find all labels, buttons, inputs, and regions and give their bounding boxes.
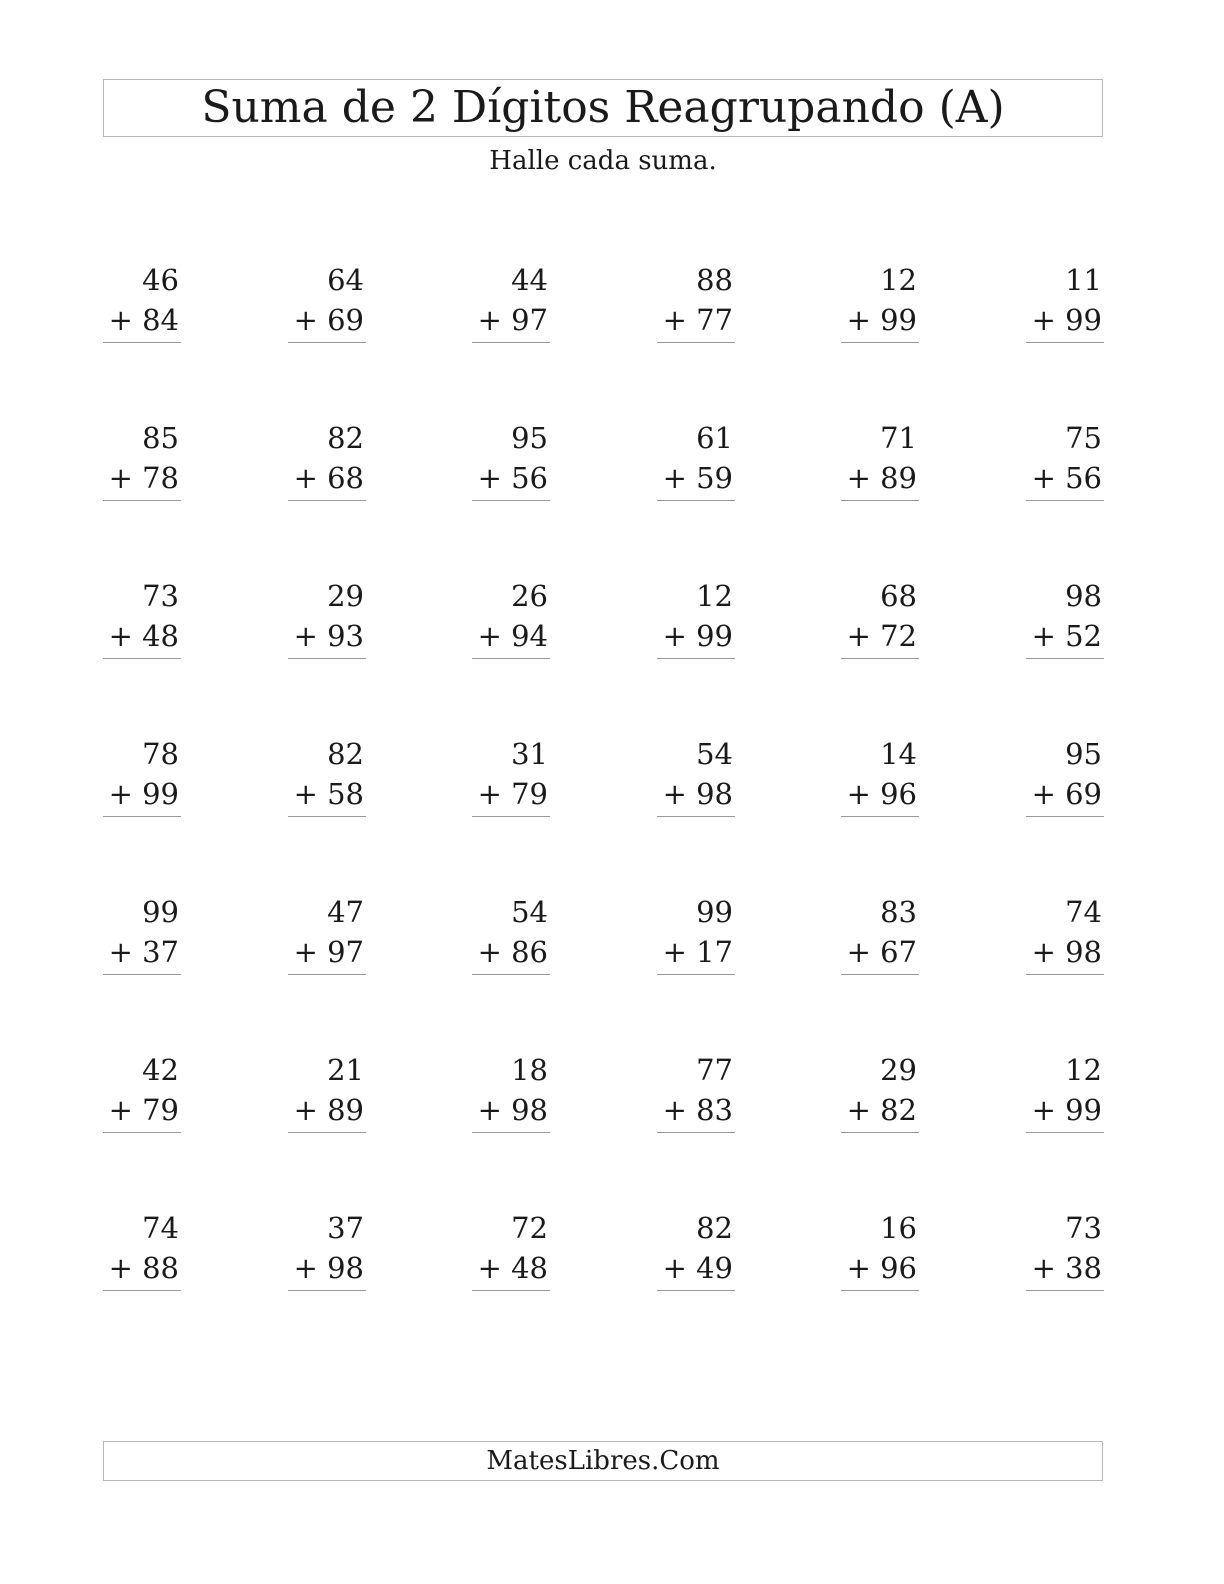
second-addend: + 86: [477, 935, 548, 969]
second-addend: + 82: [846, 1093, 917, 1127]
addition-problem: [103, 263, 181, 343]
answer-line: [288, 816, 366, 817]
second-addend: + 49: [662, 1251, 733, 1285]
first-addend: 72: [511, 1211, 548, 1245]
addition-problem: [472, 1211, 550, 1291]
addition-problem: [1026, 1211, 1104, 1291]
second-addend: + 96: [846, 1251, 917, 1285]
second-addend: + 99: [1031, 1093, 1102, 1127]
first-addend: 82: [696, 1211, 733, 1245]
addition-problem: [472, 579, 550, 659]
addition-problem: [657, 895, 735, 975]
answer-line: [841, 816, 919, 817]
second-addend: + 68: [293, 461, 364, 495]
second-addend: + 98: [477, 1093, 548, 1127]
addition-problem: [472, 421, 550, 501]
first-addend: 74: [1065, 895, 1102, 929]
second-addend: + 52: [1031, 619, 1102, 653]
answer-line: [288, 500, 366, 501]
answer-line: [657, 1290, 735, 1291]
answer-line: [1026, 342, 1104, 343]
addition-problem: [472, 263, 550, 343]
second-addend: + 48: [477, 1251, 548, 1285]
second-addend: + 58: [293, 777, 364, 811]
footer-box: [103, 1441, 1103, 1481]
answer-line: [103, 816, 181, 817]
answer-line: [472, 974, 550, 975]
second-addend: + 83: [662, 1093, 733, 1127]
addition-problem: [472, 1053, 550, 1133]
first-addend: 29: [880, 1053, 917, 1087]
addition-problem: [841, 895, 919, 975]
answer-line: [472, 1290, 550, 1291]
first-addend: 37: [327, 1211, 364, 1245]
first-addend: 68: [880, 579, 917, 613]
second-addend: + 72: [846, 619, 917, 653]
addition-problem: [657, 1053, 735, 1133]
addition-problem: [103, 1053, 181, 1133]
answer-line: [1026, 1132, 1104, 1133]
addition-problem: [1026, 737, 1104, 817]
addition-problem: [472, 895, 550, 975]
answer-line: [472, 342, 550, 343]
second-addend: + 98: [293, 1251, 364, 1285]
answer-line: [472, 500, 550, 501]
addition-problem: [657, 579, 735, 659]
answer-line: [841, 1132, 919, 1133]
addition-problem: [288, 579, 366, 659]
first-addend: 82: [327, 737, 364, 771]
answer-line: [657, 816, 735, 817]
instructions: Halle cada suma.: [489, 146, 717, 176]
answer-line: [657, 1132, 735, 1133]
second-addend: + 79: [108, 1093, 179, 1127]
second-addend: + 78: [108, 461, 179, 495]
first-addend: 71: [880, 421, 917, 455]
second-addend: + 99: [108, 777, 179, 811]
second-addend: + 69: [293, 303, 364, 337]
answer-line: [657, 658, 735, 659]
addition-problem: [841, 1211, 919, 1291]
first-addend: 21: [327, 1053, 364, 1087]
addition-problem: [472, 737, 550, 817]
answer-line: [472, 816, 550, 817]
first-addend: 83: [880, 895, 917, 929]
first-addend: 99: [696, 895, 733, 929]
first-addend: 46: [142, 263, 179, 297]
first-addend: 95: [511, 421, 548, 455]
first-addend: 47: [327, 895, 364, 929]
second-addend: + 38: [1031, 1251, 1102, 1285]
first-addend: 78: [142, 737, 179, 771]
addition-problem: [288, 1211, 366, 1291]
footer-site: MatesLibres.Com: [486, 1446, 720, 1476]
first-addend: 82: [327, 421, 364, 455]
addition-problem: [288, 737, 366, 817]
addition-problem: [103, 895, 181, 975]
addition-problem: [288, 1053, 366, 1133]
second-addend: + 98: [662, 777, 733, 811]
second-addend: + 97: [477, 303, 548, 337]
addition-problem: [841, 737, 919, 817]
answer-line: [103, 342, 181, 343]
addition-problem: [1026, 421, 1104, 501]
addition-problem: [103, 579, 181, 659]
first-addend: 11: [1065, 263, 1102, 297]
answer-line: [288, 342, 366, 343]
first-addend: 54: [696, 737, 733, 771]
second-addend: + 89: [846, 461, 917, 495]
first-addend: 88: [696, 263, 733, 297]
second-addend: + 99: [662, 619, 733, 653]
second-addend: + 56: [1031, 461, 1102, 495]
first-addend: 85: [142, 421, 179, 455]
second-addend: + 97: [293, 935, 364, 969]
second-addend: + 37: [108, 935, 179, 969]
first-addend: 18: [511, 1053, 548, 1087]
first-addend: 95: [1065, 737, 1102, 771]
second-addend: + 56: [477, 461, 548, 495]
answer-line: [841, 974, 919, 975]
second-addend: + 17: [662, 935, 733, 969]
answer-line: [657, 342, 735, 343]
answer-line: [657, 974, 735, 975]
first-addend: 98: [1065, 579, 1102, 613]
second-addend: + 98: [1031, 935, 1102, 969]
first-addend: 42: [142, 1053, 179, 1087]
answer-line: [1026, 658, 1104, 659]
answer-line: [288, 1290, 366, 1291]
addition-problem: [288, 421, 366, 501]
addition-problem: [841, 421, 919, 501]
first-addend: 12: [696, 579, 733, 613]
second-addend: + 93: [293, 619, 364, 653]
second-addend: + 48: [108, 619, 179, 653]
answer-line: [288, 658, 366, 659]
second-addend: + 96: [846, 777, 917, 811]
first-addend: 31: [511, 737, 548, 771]
addition-problem: [841, 1053, 919, 1133]
second-addend: + 69: [1031, 777, 1102, 811]
addition-problem: [1026, 895, 1104, 975]
addition-problem: [657, 263, 735, 343]
first-addend: 61: [696, 421, 733, 455]
addition-problem: [103, 1211, 181, 1291]
first-addend: 64: [327, 263, 364, 297]
second-addend: + 59: [662, 461, 733, 495]
addition-problem: [288, 263, 366, 343]
addition-problem: [103, 421, 181, 501]
second-addend: + 89: [293, 1093, 364, 1127]
addition-problem: [657, 421, 735, 501]
first-addend: 29: [327, 579, 364, 613]
first-addend: 54: [511, 895, 548, 929]
answer-line: [1026, 1290, 1104, 1291]
answer-line: [841, 1290, 919, 1291]
first-addend: 16: [880, 1211, 917, 1245]
second-addend: + 99: [1031, 303, 1102, 337]
page-title: Suma de 2 Dígitos Reagrupando (A): [201, 82, 1005, 133]
addition-problem: [1026, 1053, 1104, 1133]
first-addend: 77: [696, 1053, 733, 1087]
answer-line: [472, 1132, 550, 1133]
answer-line: [841, 658, 919, 659]
answer-line: [841, 342, 919, 343]
first-addend: 74: [142, 1211, 179, 1245]
second-addend: + 99: [846, 303, 917, 337]
second-addend: + 94: [477, 619, 548, 653]
second-addend: + 79: [477, 777, 548, 811]
second-addend: + 88: [108, 1251, 179, 1285]
addition-problem: [841, 263, 919, 343]
answer-line: [103, 500, 181, 501]
first-addend: 75: [1065, 421, 1102, 455]
first-addend: 73: [142, 579, 179, 613]
addition-problem: [657, 737, 735, 817]
addition-problem: [1026, 263, 1104, 343]
answer-line: [1026, 500, 1104, 501]
addition-problem: [841, 579, 919, 659]
addition-problem: [1026, 579, 1104, 659]
first-addend: 14: [880, 737, 917, 771]
answer-line: [1026, 974, 1104, 975]
answer-line: [1026, 816, 1104, 817]
answer-line: [103, 1290, 181, 1291]
first-addend: 99: [142, 895, 179, 929]
addition-problem: [657, 1211, 735, 1291]
second-addend: + 84: [108, 303, 179, 337]
addition-problem: [288, 895, 366, 975]
answer-line: [103, 974, 181, 975]
answer-line: [472, 658, 550, 659]
second-addend: + 67: [846, 935, 917, 969]
first-addend: 26: [511, 579, 548, 613]
answer-line: [841, 500, 919, 501]
answer-line: [103, 658, 181, 659]
answer-line: [103, 1132, 181, 1133]
first-addend: 12: [1065, 1053, 1102, 1087]
second-addend: + 77: [662, 303, 733, 337]
first-addend: 73: [1065, 1211, 1102, 1245]
answer-line: [288, 974, 366, 975]
addition-problem: [103, 737, 181, 817]
answer-line: [657, 500, 735, 501]
first-addend: 44: [511, 263, 548, 297]
answer-line: [288, 1132, 366, 1133]
first-addend: 12: [880, 263, 917, 297]
